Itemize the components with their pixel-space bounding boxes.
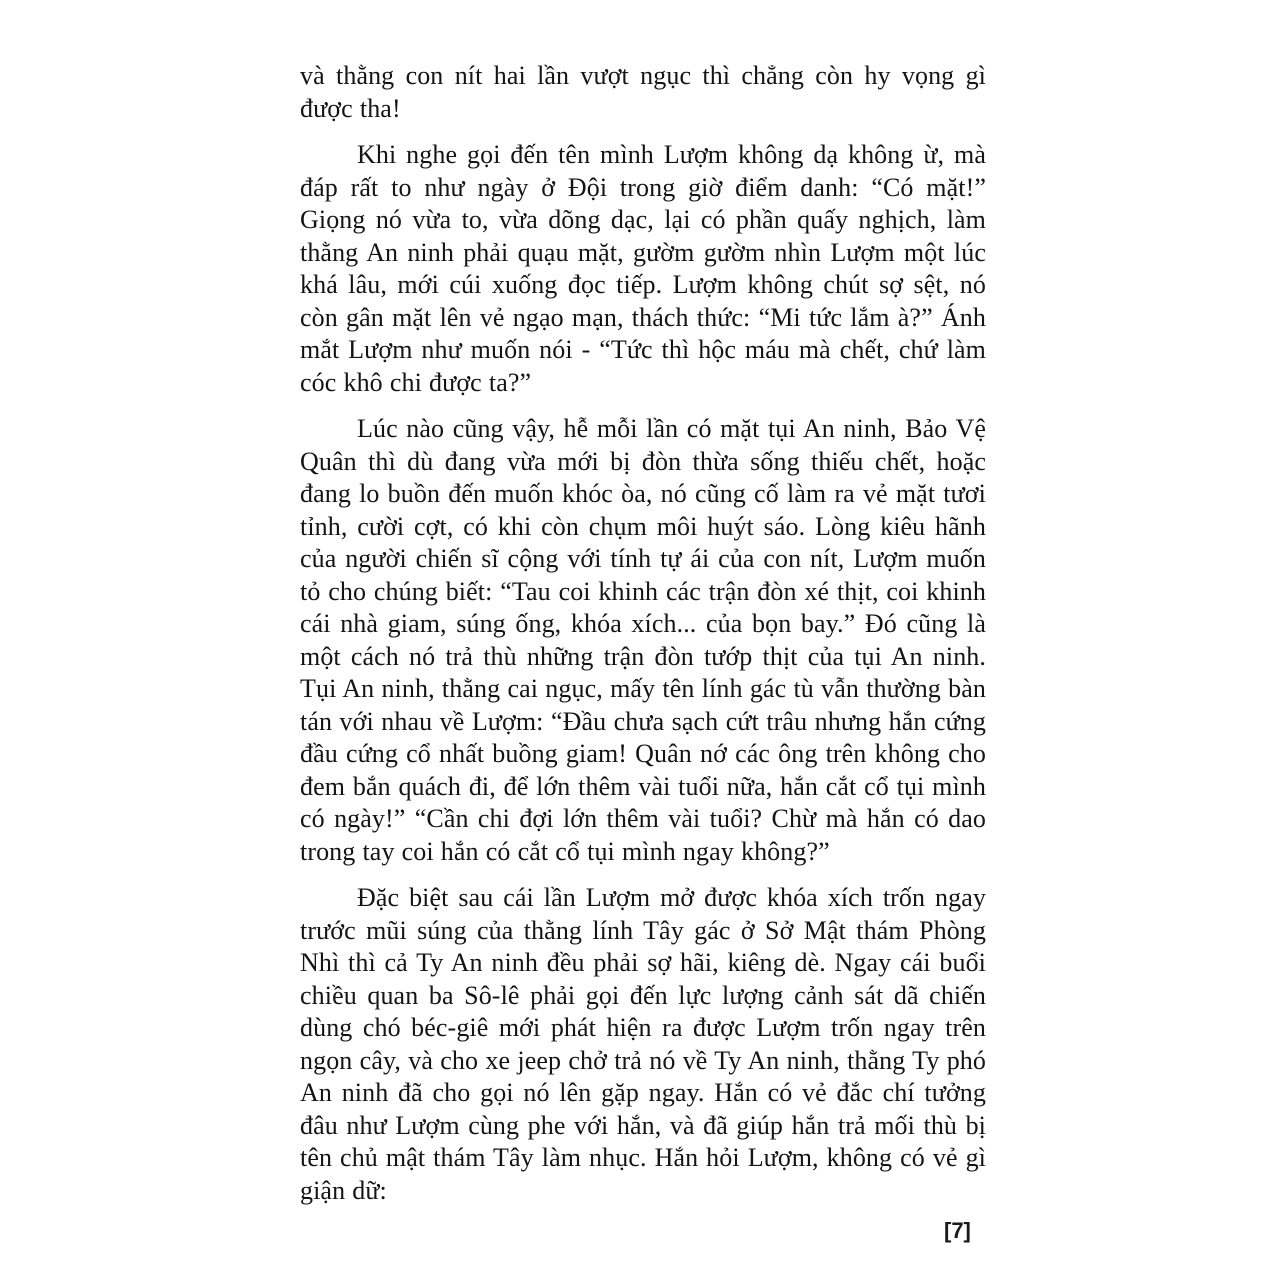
- text-block: [300, 60, 986, 1221]
- paragraph: Lúc nào cũng vậy, hễ mỗi lần có mặt tụi An ninh, Bảo Vệ Quân thì dù đang vừa mới bị đòn thừa sống thiếu chết, hoặc đang lo buồn đến muốn khóc òa, nó cũng cố làm ra vẻ mặt tươi tỉnh, cười cợt, có khi còn chụm môi huýt sáo. Lòng kiêu hãnh của người chiến sĩ cộng với tính tự ái của con nít, Lượm muốn tỏ cho chúng biết: “Tau coi khinh các trận đòn xé thịt, coi khinh cái nhà giam, súng ống, khóa xích... của bọn bay.” Đó cũng là một cách nó trả thù những trận đòn tướp thịt của tụi An ninh. Tụi An ninh, thằng cai ngục, mấy tên lính gác tù vẫn thường bàn tán với nhau về Lượm: “Đầu chưa sạch cứt trâu nhưng hắn cứng đầu cứng cổ nhất buồng giam! Quân nớ các ông trên không cho đem bắn quách đi, để lớn thêm vài tuổi nữa, hắn cắt cổ tụi mình có ngày!” “Cần chi đợi lớn thêm vài tuổi? Chừ mà hắn có dao trong tay coi hắn có cắt cổ tụi mình ngay không?”: [300, 414, 986, 866]
- paragraph: Đặc biệt sau cái lần Lượm mở được khóa xích trốn ngay trước mũi súng của thằng lính Tây gác ở Sở Mật thám Phòng Nhì thì cả Ty An ninh đều phải sợ hãi, kiêng dè. Ngay cái buổi chiều quan ba Sô-lê phải gọi đến lực lượng cảnh sát dã chiến dùng chó béc-giê mới phát hiện ra được Lượm trốn ngay trên ngọn cây, và cho xe jeep chở trả nó về Ty An ninh, thằng Ty phó An ninh đã cho gọi nó lên gặp ngay. Hắn có vẻ đắc chí tưởng đâu như Lượm cùng phe với hắn, và đã giúp hắn trả mối thù bị tên chủ mật thám Tây làm nhục. Hắn hỏi Lượm, không có vẻ gì giận dữ:: [300, 883, 986, 1205]
- paragraph: Khi nghe gọi đến tên mình Lượm không dạ không ừ, mà đáp rất to như ngày ở Đội trong giờ điểm danh: “Có mặt!” Giọng nó vừa to, vừa dõng dạc, lại có phần quấy nghịch, làm thằng An ninh phải quạu mặt, gườm gườm nhìn Lượm một lúc khá lâu, mới cúi xuống đọc tiếp. Lượm không chút sợ sệt, nó còn gân mặt lên vẻ ngạo mạn, thách thức: “Mi tức lắm à?” Ánh mắt Lượm như muốn nói - “Tức thì hộc máu mà chết, chứ làm cóc khô chi được ta?”: [300, 140, 986, 397]
- page-number: [7]: [944, 1218, 971, 1243]
- paragraph-continuation: và thằng con nít hai lần vượt ngục thì chẳng còn hy vọng gì được tha!: [300, 61, 986, 123]
